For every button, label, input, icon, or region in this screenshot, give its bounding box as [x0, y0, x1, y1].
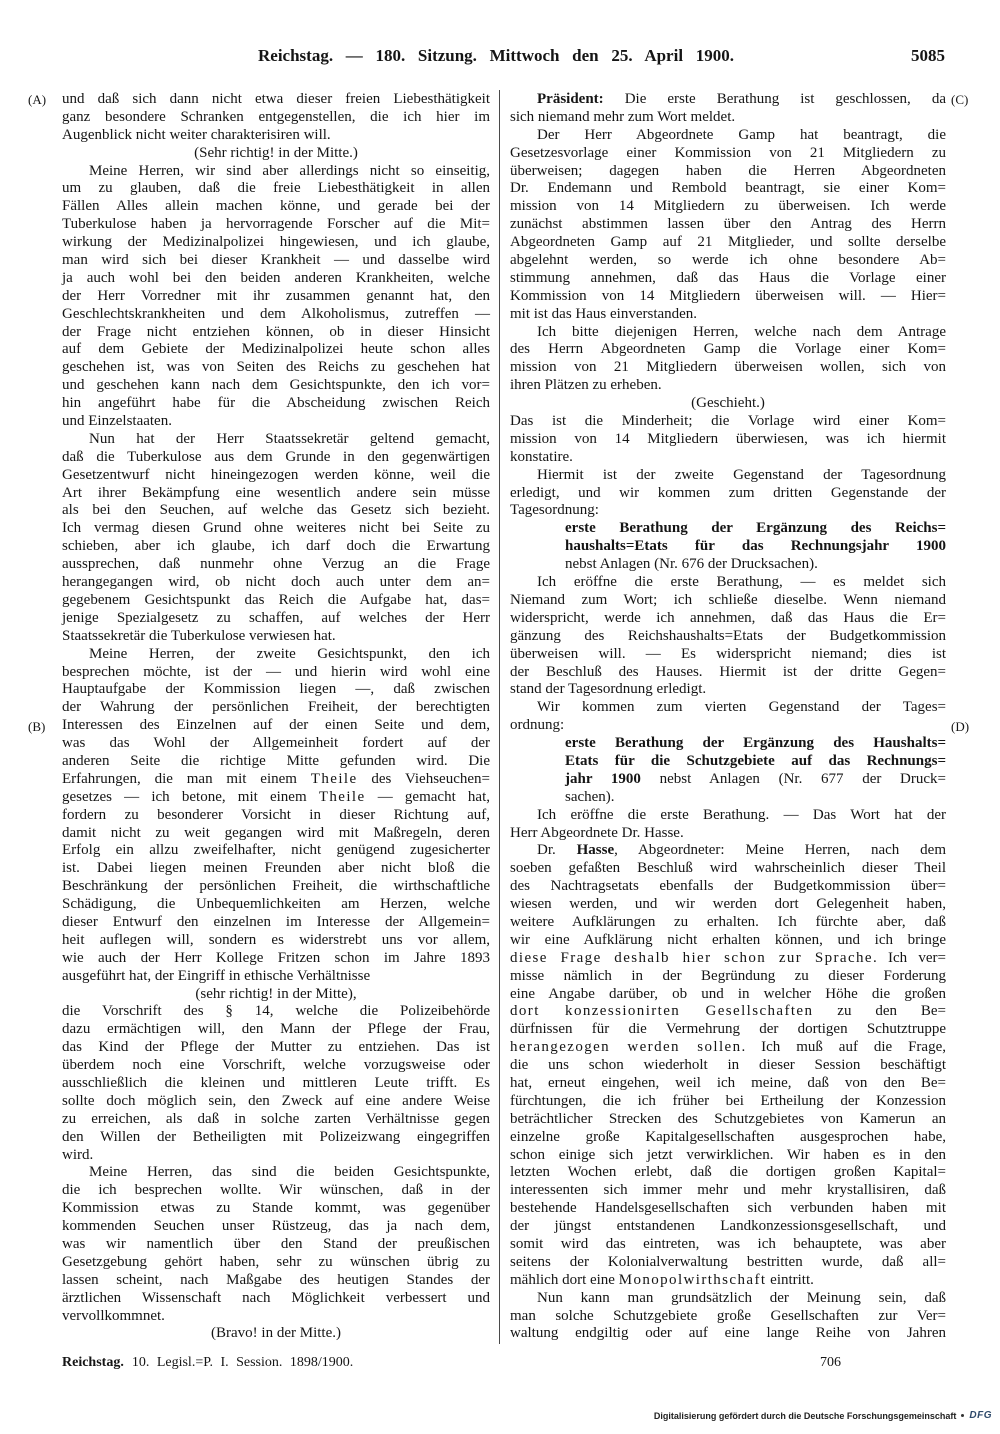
left-column-line: Kommission etwas zu Stande kommt, was gegenüber — [62, 1200, 490, 1217]
left-column-line: geschehen ist, was von Seiten des Reichs zu geschehen hat — [62, 359, 490, 376]
left-column-line: Gesetzgebung gehört haben, sehr zu wünschen übrig zu — [62, 1253, 490, 1270]
left-column — [62, 91, 490, 1343]
right-column-line: mission von 14 Mitgliedern überwiesen, was ich hiermit — [510, 430, 946, 447]
page-number: 5085 — [911, 46, 945, 65]
left-column-line: Geschlechtskrankheiten und dem Alkoholismus, zutreffen — — [62, 305, 490, 322]
right-column-line: mission von 14 Mitgliedern zu überweisen. Ich werde — [510, 198, 946, 215]
left-column-line: ganz besondere Schranken entgegenstellen, die ich hier im — [62, 108, 490, 125]
left-column-line: Ich vermag diesen Grund ohne weiteres nicht bei Seite zu — [62, 520, 490, 537]
right-column-line: Abgeordneten Gamp auf 21 Mitglieder, und sollte derselbe — [510, 234, 946, 251]
right-column-line: Dr. Endemann und Rembold beantragt, sie einer Kom= — [510, 180, 946, 197]
left-column-line: jenige Spezialgesetz zu schaffen, auf welches der Herr — [62, 609, 490, 626]
left-column-line: auf dem Gebiete der Medizinalpolizei heute schon alles — [62, 341, 490, 358]
right-column-line: soeben gefaßten Beschluß wird wahrscheinlich dieser Theil — [510, 860, 946, 877]
left-column-line: herangegangen wird, ob nicht doch auch unter dem an= — [62, 574, 490, 591]
right-column-line: somit wird das eintreten, was ich behauptete, was aber — [510, 1236, 946, 1252]
separator-dot-icon — [961, 1414, 964, 1417]
left-column-line — [62, 771, 490, 789]
left-column-line: Gesetzentwurf nicht hineingezogen werden könne, weil die — [62, 466, 490, 483]
spaced-text: herangezogen werden sollen — [510, 1039, 742, 1056]
right-column-line: beträchtlicher Strecken des Schutzgebietes von Kamerun an — [510, 1110, 946, 1127]
right-column-line — [510, 1039, 946, 1057]
right-column-line — [510, 91, 946, 109]
right-column-line: Herr Abgeordnete Dr. Hasse. — [510, 824, 684, 841]
column-divider — [499, 90, 500, 1344]
left-column-line: schieben, aber ich glaube, ich darf doch die Erwartung — [62, 538, 490, 555]
right-column-line: ihren Plätzen zu erheben. — [510, 377, 662, 394]
left-column-line: lassen scheint, nach Maßgabe des heutigen Standes der — [62, 1271, 490, 1288]
left-column-line: und daß sich dann nicht etwa dieser freien Liebesthätigkeit — [62, 91, 490, 107]
right-column-line: mit ist das Haus einverstanden. — [510, 305, 698, 322]
right-column-line: Etats für die Schutzgebiete auf das Rechnungs= — [565, 752, 946, 769]
right-column-line: hat, erneut eingehen, weil ich meine, daß von den Be= — [510, 1074, 946, 1091]
left-column-line: man wird sich bei dieser Krankheit — und dasselbe wird — [62, 252, 490, 269]
left-column-line: Beschränkung der persönlichen Freiheit, die wirthschaftliche — [62, 878, 490, 895]
right-column-line: interessenten sich immer mehr und mehr krystallisiren, daß — [510, 1182, 946, 1199]
spaced-text: Theile — [318, 788, 366, 805]
right-column-line: weitere Aufklärungen zu erhalten. Ich fürchte aber, daß — [510, 913, 946, 930]
right-column-line: wir eine Aufklärung nicht erhalten können, und ich bringe — [510, 931, 946, 948]
bold-text: jahr 1900 — [565, 770, 641, 787]
right-column-line: überweisen will. — Es widerspricht niemand; dies ist — [510, 645, 946, 662]
left-column-line: aussprechen, daß nunmehr ohne Verzug an die Frage — [62, 556, 490, 573]
margin-marker-a: (A) — [28, 92, 47, 107]
right-column-line — [510, 1272, 946, 1290]
right-column-line: man solche Schutzgebiete große Gesellschaften zur Ver= — [510, 1307, 946, 1324]
left-column-line: Meine Herren, der zweite Gesichtspunkt, den ich — [89, 645, 490, 662]
right-column-line: dürfnissen für die Vermehrung der dortigen Schutztruppe — [510, 1021, 946, 1038]
text-segment: nebst Anlagen (Nr. 677 der Druck= — [640, 770, 946, 787]
right-column-line: der jüngst entstandenen Landkonzessionsgesellschaft, und — [510, 1218, 946, 1235]
left-column-line: um zu glauben, daß die freie Liebesthätigkeit in allen — [62, 180, 490, 197]
left-column-line: Interessen des Einzelnen auf der einen Seite und dem, — [62, 717, 490, 734]
text-segment: zu den Be= — [813, 1003, 946, 1020]
left-column-line: und geschehen kann nach dem Gesichtspunkte, den ich vor= — [62, 377, 490, 394]
left-column-line: Schädigung, die Unbequemlichkeiten am Herzen, welche — [62, 896, 490, 913]
right-column-line: Gesetzesvorlage einer Kommission von 21 Mitgliedern zu — [510, 144, 946, 161]
left-column-line: und Einzelstaaten. — [62, 413, 172, 430]
text-segment: Dr. — [537, 842, 577, 859]
left-column-line: fordern zu besonderer Vorsicht in dieser Richtung auf, — [62, 806, 490, 823]
bold-text: Hasse — [576, 842, 615, 859]
right-column-line: misse nämlich in der Begründung zu dieser Forderung — [510, 967, 946, 984]
right-column-line: letzten Wochen erlebt, daß die dortigen großen Kapital= — [510, 1164, 946, 1181]
bold-text: Präsident: — [537, 91, 604, 107]
left-column-line: (Sehr richtig! in der Mitte.) — [194, 144, 358, 161]
right-column-line: ordnung: — [510, 717, 565, 734]
spaced-text: Monopolwirthschaft — [618, 1271, 767, 1288]
left-column-line: den Willen der Betheiligten mit Polizeizwang eingegriffen — [62, 1128, 490, 1145]
right-column-line: erledigt, und wir kommen zum dritten Gegenstande der — [510, 484, 946, 501]
right-column-line: der Beschluß des Hauses. Hiermit ist der dritte Gegen= — [510, 663, 946, 680]
text-segment: , Abgeordneter: Meine Herren, nach dem — [614, 842, 946, 859]
right-column-line — [510, 771, 946, 789]
margin-marker-b: (B) — [28, 718, 46, 734]
right-column-line: die uns schon wiederholt in dieser Session beschäftigt — [510, 1057, 946, 1074]
right-column-line — [510, 950, 946, 968]
spaced-text: Theile — [310, 770, 358, 787]
left-column-line — [62, 789, 490, 807]
left-column-line: hin angeführt habe für die Abscheidung zwischen Reich — [62, 395, 490, 412]
left-column-line: überdem noch eine Vorschrift, welche vorzugsweise oder — [62, 1057, 490, 1074]
right-column-line: zunächst abstimmen lassen über den Antrag des Herrn — [510, 216, 946, 233]
running-title: Reichstag. — 180. Sitzung. Mittwoch den 25. April 1900. — [258, 46, 734, 65]
right-column-line: gänzung des Reichshaushalts=Etats der Budgetkommission — [510, 627, 946, 644]
right-column-line: wiesen werden, und wir werden dort Gelegenheit haben, — [510, 896, 946, 913]
left-column-line: kommenden Seuchen unser Rüstzeug, das ja nach dem, — [62, 1218, 490, 1235]
right-column-line: Niemand zum Wort; ich schließe dieselbe. Wenn niemand — [510, 591, 946, 608]
right-column-line: des Herrn Abgeordneten Gamp die Vorlage einer Kom= — [510, 341, 946, 358]
left-column-line: als bei den Seuchen, auf welche das Gesetz sich bezieht. — [62, 502, 490, 519]
left-column-line: (Bravo! in der Mitte.) — [211, 1325, 341, 1342]
margin-marker-c: (C) — [951, 92, 969, 107]
spaced-text: diese Frage deshalb hier schon zur Sprache — [510, 949, 873, 966]
right-column-line: eine Angabe darüber, ob und in welcher Höhe die großen — [510, 985, 946, 1002]
right-column-line — [510, 1003, 946, 1021]
left-column-line: ärztlichen Wissenschaft nach Möglichkeit verbessert und — [62, 1289, 490, 1306]
left-column-line: Tuberkulose haben ja hervorragende Forscher auf die Mit= — [62, 216, 490, 233]
left-column-line: Augenblick nicht weiter charakterisiren will. — [62, 126, 331, 143]
footer-session-info — [62, 1354, 353, 1372]
left-column-line: wie auch der Herr Kollege Fritzen schon im Jahre 1893 — [62, 949, 490, 966]
right-column-line: widerspricht, werde ich annehmen, daß das Haus die Er= — [510, 609, 946, 626]
footer-session-label: Reichstag. — [62, 1355, 124, 1370]
left-column-line: Nun hat der Herr Staatssekretär geltend gemacht, — [89, 430, 490, 447]
right-column-line: stimmung annehmen, daß das Haus die Vorlage einer — [510, 269, 946, 286]
left-column-line: zu erreichen, als daß in solche zarten Verhältnisse gegen — [62, 1110, 490, 1127]
right-column-line: Der Herr Abgeordnete Gamp hat beantragt, die — [537, 126, 946, 143]
left-column-line: der Wahrung der persönlichen Freiheit, der berechtigten — [62, 699, 490, 716]
left-column-line: was wir namentlich über den Stand der preußischen — [62, 1236, 490, 1252]
left-column-line: daß die Tuberkulose aus dem Grunde in den gegenwärtigen — [62, 448, 490, 465]
text-segment: . Ich muß auf die Frage, — [741, 1039, 946, 1056]
right-column-line: sich niemand mehr zum Wort meldet. — [510, 108, 736, 125]
right-column-line: sachen). — [565, 788, 615, 805]
text-segment: gesetzes — ich betone, mit einem — [62, 788, 319, 805]
footer-session-text: 10. Legisl.=P. I. Session. 1898/1900. — [131, 1355, 354, 1370]
digitization-note-text: Digitalisierung gefördert durch die Deutsche Forschungsgemeinschaft — [653, 1410, 957, 1421]
right-column-line: Kommission von 14 Mitgliedern überweisen will. — Hier= — [510, 287, 946, 304]
left-column-line: (sehr richtig! in der Mitte), — [195, 985, 357, 1002]
right-column-line — [510, 842, 946, 860]
text-segment: . Ich ver= — [872, 949, 947, 966]
right-column-line: des Nachtragsetats ebenfalls der Budgetkommission über= — [510, 878, 946, 895]
left-column-line: anderen Seite die richtige Mitte gefunden wird. Die — [62, 752, 490, 769]
right-column-line: (Geschieht.) — [691, 395, 765, 412]
left-column-line: der Herr Vorredner mit ihr zusammen genannt hat, den — [62, 287, 490, 304]
left-column-line: besprechen möchte, ist der — und hierin wird wohl eine — [62, 663, 490, 680]
left-column-line: ausgeführt hat, der Eingriff in ethische Verhältnisse — [62, 967, 371, 984]
left-column-line: das Kind der Pflege der Mutter zu entziehen. Das ist — [62, 1039, 490, 1056]
left-column-line: die Vorschrift des § 14, welche die Polizeibehörde — [62, 1003, 490, 1020]
left-column-line: vervollkommnet. — [62, 1307, 165, 1324]
right-column-line: konstatire. — [510, 448, 573, 465]
right-column — [510, 91, 946, 1343]
text-segment: Erfahrungen, die man mit einem — [62, 770, 311, 787]
right-column-line: Wir kommen zum vierten Gegenstand der Tages= — [537, 699, 946, 716]
right-column-line: Ich eröffne die erste Berathung. — Das Wort hat der — [537, 806, 946, 823]
right-column-line: Hiermit ist der zweite Gegenstand der Tagesordnung — [537, 466, 946, 483]
left-column-line: gegebenem Gesichtspunkt das Reich die Aufgabe hat, das= — [62, 591, 490, 608]
right-column-line: Das ist die Minderheit; die Vorlage wird einer Kom= — [510, 413, 946, 430]
left-column-line: dazu ermächtigen will, den Mann der Pflege der Frau, — [62, 1021, 490, 1038]
left-column-line: damit nicht zu weit gegangen wird mit Maßregeln, deren — [62, 824, 490, 841]
left-column-line: ja auch wohl bei den beiden anderen Krankheiten, welche — [62, 269, 490, 286]
right-column-line: fürchtungen, die ich früher bei Ertheilung der Konzession — [510, 1092, 946, 1109]
left-column-line: Fällen Alles allein machen könne, und gerade bei der — [62, 198, 490, 215]
left-column-line: dieser Entwurf den einzelnen im Interesse der Allgemein= — [62, 913, 490, 930]
left-column-line: der Frage nicht entziehen können, ob in dieser Hinsicht — [62, 323, 490, 340]
right-column-line: Nun kann man grundsätzlich der Meinung sein, daß — [537, 1289, 946, 1306]
left-column-line: heit auflegen will, sondern es widerstrebt uns vor allem, — [62, 931, 490, 948]
margin-marker-d: (D) — [951, 718, 970, 734]
left-column-line: Meine Herren, wir sind aber allerdings nicht so einseitig, — [89, 162, 490, 179]
right-column-line: einzelne große Kapitalgesellschaften ausgesprochen habe, — [510, 1128, 946, 1145]
left-column-line: Hauptaufgabe der Kommission liegen —, daß zwischen — [62, 681, 490, 698]
right-column-line: abgelehnt werden, so werde ich ohne besondere Ab= — [510, 252, 946, 269]
right-column-line: waltung endgiltig oder auf eine lange Reihe von Jahren — [510, 1325, 946, 1342]
left-column-line: Meine Herren, das sind die beiden Gesichtspunkte, — [89, 1164, 490, 1181]
right-column-line: Tagesordnung: — [510, 502, 599, 519]
left-column-line: wird. — [62, 1146, 94, 1163]
right-column-line: bestehende Handelsgesellschaften sich verbunden haben mit — [510, 1200, 946, 1217]
left-column-line: wirkung der Medizinalpolizei hingewiesen, und ich glaube, — [62, 234, 490, 251]
right-column-line: erste Berathung der Ergänzung des Haushalts= — [565, 735, 946, 752]
right-column-line: nebst Anlagen (Nr. 676 der Drucksachen). — [565, 556, 818, 573]
right-column-line: erste Berathung der Ergänzung des Reichs= — [565, 520, 946, 537]
left-column-line: ist. Dabei liegen meinen Freunden aber nicht bloß die — [62, 860, 490, 877]
dfg-logo: DFG — [969, 1410, 992, 1421]
right-column-line: stand der Tagesordnung erledigt. — [510, 681, 707, 698]
spaced-text: dort konzessionirten Gesellschaften — [510, 1003, 814, 1020]
left-column-line: die ich besprechen wollte. Wir wünschen, daß in der — [62, 1182, 490, 1199]
right-column-line: seitens der Kolonialverwaltung bestritten wurde, daß all= — [510, 1253, 946, 1270]
left-column-line: Art ihrer Bekämpfung eine wesentlich andere sein müsse — [62, 484, 490, 501]
left-column-line: Erfolg ein allzu zweifelhafter, nicht genügend zugesicherter — [62, 842, 490, 859]
text-segment: des Viehseuchen= — [357, 770, 490, 787]
left-column-line: Staatssekretär die Tuberkulose verwiesen hat. — [62, 627, 336, 644]
right-column-line: schon einige sich jetzt verwirklichen. Wir haben es in den — [510, 1146, 946, 1163]
text-segment: eintritt. — [766, 1271, 814, 1288]
text-segment: mählich dort eine — [510, 1271, 619, 1288]
right-column-line: haushalts=Etats für das Rechnungsjahr 1900 — [565, 538, 946, 555]
left-column-line: sollte doch möglich sein, den Zweck auf eine andere Weise — [62, 1092, 490, 1109]
right-column-line: mission von 21 Mitgliedern überweisen wollen, sich von — [510, 359, 946, 376]
text-segment: Die erste Berathung ist geschlossen, da — [603, 91, 946, 107]
text-segment: — gemacht hat, — [365, 788, 490, 805]
right-column-line: Ich bitte diejenigen Herren, welche nach dem Antrage — [537, 323, 946, 340]
right-column-line: überweisen; dagegen haben die Herren Abgeordneten — [510, 162, 946, 179]
left-column-line: was das Wohl der Allgemeinheit fordert auf der — [62, 735, 490, 752]
footer-sheet-number: 706 — [820, 1355, 841, 1370]
left-column-line: ausschließlich die kleinen und mittleren Leute trifft. Es — [62, 1074, 490, 1091]
right-column-line: Ich eröffne die erste Berathung, — es meldet sich — [537, 574, 946, 591]
digitization-note — [654, 1410, 992, 1421]
